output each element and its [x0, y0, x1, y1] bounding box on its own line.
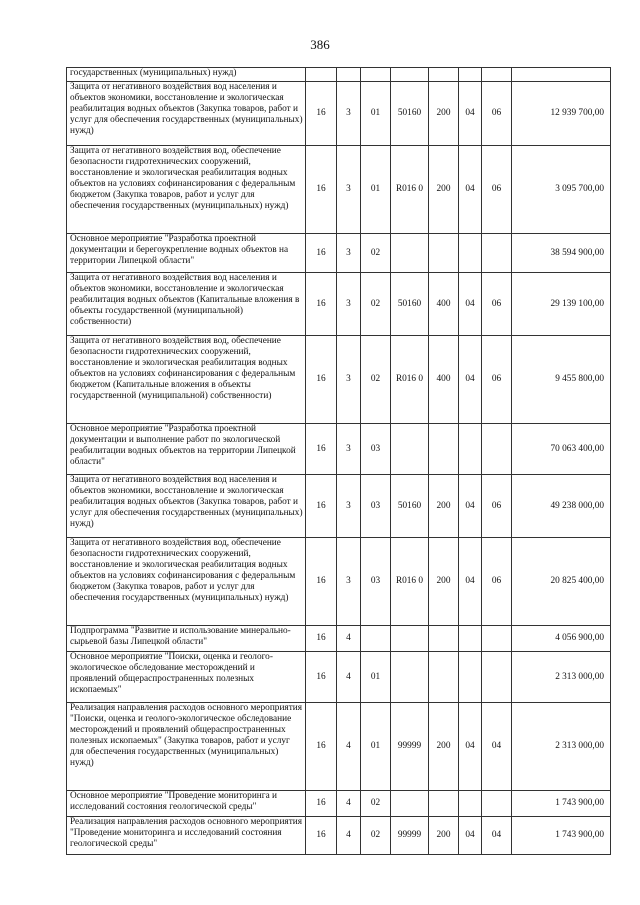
row-description: государственных (муниципальных) нужд) [67, 68, 306, 82]
cell-ministry: 16 [306, 652, 337, 703]
cell-direction [391, 424, 429, 475]
table-row [67, 82, 611, 146]
cell-expense-type: 400 [429, 336, 459, 424]
cell-program: 3 [337, 82, 361, 146]
cell-ministry: 16 [306, 273, 337, 336]
cell-program: 4 [337, 652, 361, 703]
table-row [67, 538, 611, 626]
row-description: Реализация направления расходов основного мероприятия "Поиски, оценка и геолого-экологическое обследование месторождений и проявлений общераспространенных полезных ископаемых" (Закупка товаров, работ и услуг для обеспечения государственных (муниципальных) нужд) [67, 703, 306, 791]
cell-direction [391, 652, 429, 703]
cell-ministry: 16 [306, 424, 337, 475]
cell-amount [512, 68, 611, 82]
cell-expense-type: 400 [429, 273, 459, 336]
cell-amount: 20 825 400,00 [512, 538, 611, 626]
row-description: Основное мероприятие "Поиски, оценка и геолого-экологическое обследование месторождений и проявлений общераспространенных полезных ископаемых" [67, 652, 306, 703]
row-description: Защита от негативного воздействия вод населения и объектов экономики, восстановление и экологическая реабилитация водных объектов (Закупка товаров, работ и услуг для обеспечения государственных (муниципальных) нужд) [67, 475, 306, 538]
cell-program: 4 [337, 791, 361, 817]
cell-amount: 2 313 000,00 [512, 703, 611, 791]
cell-amount: 49 238 000,00 [512, 475, 611, 538]
table-row [67, 703, 611, 791]
cell-event: 02 [361, 817, 391, 855]
cell-program: 3 [337, 475, 361, 538]
cell-subsection: 06 [482, 146, 512, 234]
cell-expense-type [429, 791, 459, 817]
row-description: Реализация направления расходов основного мероприятия "Проведение мониторинга и исследований состояния геологической среды" [67, 817, 306, 855]
cell-subsection [482, 424, 512, 475]
cell-ministry: 16 [306, 82, 337, 146]
cell-amount: 1 743 900,00 [512, 791, 611, 817]
cell-event: 03 [361, 538, 391, 626]
cell-ministry: 16 [306, 791, 337, 817]
table-row [67, 336, 611, 424]
table-row [67, 791, 611, 817]
table-row [67, 273, 611, 336]
cell-section: 04 [459, 703, 482, 791]
cell-program: 3 [337, 336, 361, 424]
table-row [67, 424, 611, 475]
cell-direction: 99999 [391, 703, 429, 791]
cell-event [361, 626, 391, 652]
cell-subsection [482, 652, 512, 703]
row-description: Основное мероприятие "Проведение мониторинга и исследований состояния геологической среды" [67, 791, 306, 817]
cell-expense-type: 200 [429, 82, 459, 146]
cell-amount: 3 095 700,00 [512, 146, 611, 234]
cell-subsection [482, 626, 512, 652]
table-row [67, 817, 611, 855]
cell-direction [391, 791, 429, 817]
cell-direction: 99999 [391, 817, 429, 855]
cell-expense-type [429, 68, 459, 82]
cell-subsection: 06 [482, 273, 512, 336]
cell-ministry: 16 [306, 146, 337, 234]
table-row [67, 68, 611, 82]
page-number: 386 [310, 37, 330, 52]
cell-ministry: 16 [306, 336, 337, 424]
cell-ministry: 16 [306, 626, 337, 652]
cell-direction: 50160 [391, 273, 429, 336]
cell-program: 4 [337, 703, 361, 791]
cell-amount: 9 455 800,00 [512, 336, 611, 424]
cell-section: 04 [459, 82, 482, 146]
cell-event: 03 [361, 424, 391, 475]
cell-ministry: 16 [306, 475, 337, 538]
row-description: Защита от негативного воздействия вод, обеспечение безопасности гидротехнических сооружений, восстановление и экологическая реабилитация водных объектов на условиях софинансирования с федеральным бюджетом (Закупка товаров, работ и услуг для обеспечения государственных (муниципальных) нужд) [67, 146, 306, 234]
cell-subsection: 04 [482, 817, 512, 855]
cell-program: 4 [337, 626, 361, 652]
cell-subsection: 06 [482, 82, 512, 146]
table-row [67, 475, 611, 538]
cell-expense-type: 200 [429, 703, 459, 791]
cell-expense-type: 200 [429, 146, 459, 234]
table-row [67, 234, 611, 273]
cell-section: 04 [459, 146, 482, 234]
row-description: Основное мероприятие "Разработка проектной документации и берегоукрепление водных объектов на территории Липецкой области" [67, 234, 306, 273]
cell-subsection [482, 234, 512, 273]
cell-subsection: 06 [482, 475, 512, 538]
cell-section [459, 424, 482, 475]
cell-amount: 12 939 700,00 [512, 82, 611, 146]
table-row [67, 626, 611, 652]
cell-event: 01 [361, 82, 391, 146]
row-description: Подпрограмма "Развитие и использование минерально-сырьевой базы Липецкой области" [67, 626, 306, 652]
row-description: Защита от негативного воздействия вод населения и объектов экономики, восстановление и экологическая реабилитация водных объектов (Капитальные вложения в объекты государственной (муниципальной) собственности) [67, 273, 306, 336]
row-description: Защита от негативного воздействия вод населения и объектов экономики, восстановление и экологическая реабилитация водных объектов (Закупка товаров, работ и услуг для обеспечения государственных (муниципальных) нужд) [67, 82, 306, 146]
cell-amount: 4 056 900,00 [512, 626, 611, 652]
cell-expense-type: 200 [429, 475, 459, 538]
cell-ministry: 16 [306, 234, 337, 273]
cell-section: 04 [459, 538, 482, 626]
cell-ministry: 16 [306, 703, 337, 791]
cell-amount: 2 313 000,00 [512, 652, 611, 703]
cell-event: 02 [361, 273, 391, 336]
cell-ministry [306, 68, 337, 82]
cell-expense-type [429, 652, 459, 703]
cell-event: 01 [361, 652, 391, 703]
cell-subsection [482, 68, 512, 82]
cell-event: 02 [361, 336, 391, 424]
cell-ministry: 16 [306, 817, 337, 855]
budget-table [66, 67, 611, 855]
cell-amount: 1 743 900,00 [512, 817, 611, 855]
cell-expense-type: 200 [429, 817, 459, 855]
cell-section: 04 [459, 475, 482, 538]
cell-program: 3 [337, 424, 361, 475]
cell-section [459, 626, 482, 652]
cell-direction [391, 68, 429, 82]
cell-direction [391, 626, 429, 652]
row-description: Защита от негативного воздействия вод, обеспечение безопасности гидротехнических сооружений, восстановление и экологическая реабилитация водных объектов на условиях софинансирования с федеральным бюджетом (Закупка товаров, работ и услуг для обеспечения государственных (муниципальных) нужд) [67, 538, 306, 626]
cell-expense-type [429, 234, 459, 273]
cell-event: 01 [361, 703, 391, 791]
cell-expense-type [429, 626, 459, 652]
cell-amount: 29 139 100,00 [512, 273, 611, 336]
cell-subsection [482, 791, 512, 817]
cell-ministry: 16 [306, 538, 337, 626]
cell-program: 3 [337, 538, 361, 626]
cell-direction: R016 0 [391, 146, 429, 234]
cell-event: 02 [361, 234, 391, 273]
cell-program: 3 [337, 273, 361, 336]
cell-event: 01 [361, 146, 391, 234]
cell-direction [391, 234, 429, 273]
cell-direction: R016 0 [391, 336, 429, 424]
cell-subsection: 06 [482, 538, 512, 626]
cell-direction: R016 0 [391, 538, 429, 626]
cell-event: 02 [361, 791, 391, 817]
table-row [67, 146, 611, 234]
cell-section [459, 234, 482, 273]
cell-expense-type [429, 424, 459, 475]
cell-amount: 70 063 400,00 [512, 424, 611, 475]
cell-event: 03 [361, 475, 391, 538]
cell-event [361, 68, 391, 82]
cell-program: 4 [337, 817, 361, 855]
cell-section: 04 [459, 336, 482, 424]
cell-subsection: 04 [482, 703, 512, 791]
cell-subsection: 06 [482, 336, 512, 424]
cell-amount: 38 594 900,00 [512, 234, 611, 273]
cell-program: 3 [337, 234, 361, 273]
cell-expense-type: 200 [429, 538, 459, 626]
cell-section [459, 652, 482, 703]
cell-section: 04 [459, 817, 482, 855]
cell-direction: 50160 [391, 475, 429, 538]
row-description: Защита от негативного воздействия вод, обеспечение безопасности гидротехнических сооружений, восстановление и экологическая реабилитация водных объектов на условиях софинансирования с федеральным бюджетом (Капитальные вложения в объекты государственной (муниципальной) собственности) [67, 336, 306, 424]
cell-section [459, 68, 482, 82]
cell-program [337, 68, 361, 82]
cell-section: 04 [459, 273, 482, 336]
table-row [67, 652, 611, 703]
cell-section [459, 791, 482, 817]
cell-program: 3 [337, 146, 361, 234]
cell-direction: 50160 [391, 82, 429, 146]
row-description: Основное мероприятие "Разработка проектной документации и выполнение работ по экологической реабилитации водных объектов на территории Липецкой области" [67, 424, 306, 475]
